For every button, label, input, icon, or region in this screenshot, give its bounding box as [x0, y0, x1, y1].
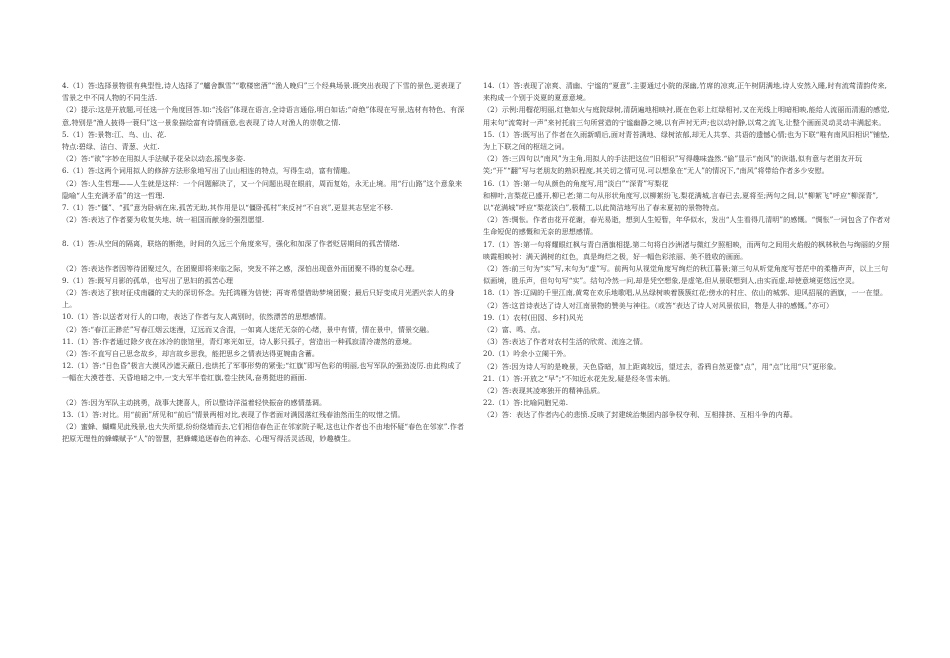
- answer-6-1: 6.（1）答:这两个词用拟人的修辞方法形象地写出了山山相连的特点，写得生动，富有情趣。: [62, 166, 355, 176]
- answer-14-1: 14.（1）答:表现了凉爽、清幽、宁谧的“夏意”.主要通过小院的深幽,竹席的凉爽,正午树阴满地,诗人安然入睡,时有流莺清韵传来,来构成一个别于炎夏的夏意意境。: [483, 81, 887, 103]
- answer-19-1: 19.（1）农村(田园、乡村)风光: [483, 312, 584, 322]
- answer-11-1: 11.（1）答:作者通过除夕夜在冰冷的旅馆里，青灯寒光如豆，诗人影只孤孑，营造出一种孤寂清冷凄然的意境。: [62, 336, 417, 346]
- answer-18-2: （2）答:这首诗表达了诗人对江南景物的赞美与神往。（或答“表达了诗人对风景依旧，物是人非的感慨。”亦可）: [483, 300, 834, 310]
- answer-8-2: （2）答:表达作者因等待团聚过久，在团聚即将来临之际，突发不祥之感，深怕出现意外而团聚不得的复杂心理。: [62, 263, 420, 273]
- answer-7-2: （2）答:表达了作者要为收复失地、统一祖国而献身的强烈愿望.: [62, 215, 265, 225]
- answer-13-2: （2）蜜蜂、蝴蝶见此残景,也大失所望,纷纷绕墙而去,它们相信春色正在邻家院子呢,这也让作者也不由地怀疑“春色在邻家”.作者把原无理性的蜂蝶赋予“人”的智慧，把蜂蝶追逐春色的神态、心理写得活灵活现，妙趣横生。: [62, 422, 465, 444]
- answer-19-2: （2）富、鸣、点。: [483, 325, 545, 335]
- answer-12-1: 12.（1）答:“日色昏”极言大漠风沙遮天蔽日,也烘托了军事形势的紧张;“红旗”即写色彩的明丽,也写军队的强劲凌厉.由此构成了一幅在大漠苍苍、天昏地暗之中,一支大军半卷红旗,卷尘挟风,奋勇挺进的画面.: [62, 361, 462, 383]
- answer-17-1: 17.（1）答:第一句将耀眼红枫与青白酒旗相提,第二句将白沙洲渚与微红夕照相映，而两句之间用火焰般的枫林秋色与绚丽的夕照映霞相映衬：满天满树的红色，真是绚烂之极，好一幅色彩浓丽、美不胜收的画面。: [483, 239, 890, 261]
- answer-16-1: 16.（1）答:第一句从颜色的角度写,用“淡白”“深青”写梨花: [483, 178, 669, 188]
- answer-16-1-cont: 和柳叶,言梨花已盛开,柳已老;第二句从形状角度写,以柳絮纷飞,梨花满城,言春已去,夏将至;两句之间,以“柳絮飞”呼应“柳深青”,以“花满城”呼应“梨花淡白”,极精工,以此简洁地写出了春末夏初的景物特点。: [483, 190, 879, 213]
- answer-21-1: 21.（1）答:开放之“早”;“不知近水花先发,疑是经冬雪未销。: [483, 373, 675, 383]
- answer-20-1: 20.（1）吟余小立阑干外。: [483, 349, 571, 359]
- answer-5-2: （2）答:“欲”字妙在用拟人手法赋予花朵以动态,摇曳多姿.: [62, 154, 246, 164]
- answer-6-2: （2）答:人生哲理——人生就是这样：一个问题解决了，又一个问题出现在眼前，周而复始，永无止境。用“行山路”这个意象来隐喻“人生充满矛盾”的这一哲理.: [62, 178, 463, 200]
- answer-22-2: （2）答：表达了作者内心的悲愤.反映了封建统治集团内部争权夺利、互相排挤、互相斗争的内幕。: [483, 410, 798, 420]
- answer-4-2: （2）提示:这是开放题,可任选一个角度回答.如:“浅俗”体现在语言,全诗语言通俗,明白如话;“奇绝”体现在写景,选材有特色、有深意,特别是“渔人披得一蓑归”这一景象描绘富有诗情画意,也表现了诗人对渔人的崇敬之情.: [62, 105, 465, 127]
- answer-17-2: （2）答:前三句为“实”写,末句为“虚”写。前两句从视觉角度写绚烂的秋江暮景;第三句从听觉角度写苍茫中的柔橹声声，以上三句似画境，胜乐声，但句句写“实”。结句冷然一问,却是凭空想象,是虚笔,但从景联想到人,由实而虚,却使意境更悠远空灵。: [483, 264, 889, 286]
- answer-19-3: （3）答:表达了作者对农村生活的欣赏、流连之情。: [483, 337, 648, 347]
- answer-21-2: （2）答:表现其凌寒独开的精神品质。: [483, 386, 605, 396]
- answer-9-2: （2）答:表达了独对征戍南疆的丈夫的深切怀念。先托鸿雁为信使；再寄希望借助梦境团聚；最后只好变成月光洒兴亲人的身上。: [62, 288, 455, 310]
- answer-20-2: （2）答:因为诗人写的是晚景，天色昏暗，加上距离较远，望过去，香鸦自然更像“点”，用“点”比用“只”更形象。: [483, 361, 841, 371]
- answer-13-1: 13.（1）答:对比。用“前面”所见和“前后”情景两相对比,表现了作者面对满园落红残春油然而生的叹惜之情。: [62, 409, 405, 419]
- answer-10-1: 10.（1）答:以送者对行人的口吻，表达了作者与友人离别时，依然漂苦的思想感情。: [62, 312, 331, 322]
- answer-14-2: （2）示例:用榴花明丽,红艳如火与庭院绿树,清荫遍地相映衬,既在色彩上红绿相衬,又在光线上明暗相映,能给人流丽而清遐的感觉,用末句“流莺时一声”来衬托前三句所营造的宁谧幽静之境,以有声衬无声;也以动衬静,以莺之流飞,让整个画面灵动灵动丰满起来。: [483, 105, 890, 127]
- left-column: [62, 80, 467, 445]
- answer-15-2: （2）答:三四句以“南风”为主角,用拟人的手法把这位“旧相识”写得趣味盎然.“偷”显示“南风”的诙谐,似有意与老朋友开玩笑;“开”“翻”写与老朋友的熟识程度,其关切之情可见.可以想象在“无人”的情况下,“南风”将带给作者多少安慰。: [483, 154, 863, 176]
- answer-8-1: 8.（1）答:从空间的隔离，联络的断绝，时间的久远三个角度来写，强化和加深了作者贬居期间的孤苦情绪.: [62, 239, 400, 249]
- answer-16-2: （2）答:惆怅。作者由花开花谢，春光易逝，想到人生短暂，年华似水，发出“人生看得几清明”的感慨。“惆怅”一词包含了作者对生命短促的感慨和无奈的思想感情。: [483, 215, 891, 237]
- right-column: [483, 80, 893, 422]
- answer-7-1: 7.（1）答:“僵”、“孤”意为卧病在床,孤苦无助,其作用是以“僵卧孤村”来反衬“不自哀”,更显其志坚定不移.: [62, 203, 394, 213]
- answer-5-1-features: 特点:碧绿、洁白、青葱、火红.: [62, 142, 160, 152]
- answer-5-1: 5.（1）答:景物:江、鸟、山、花.: [62, 129, 167, 139]
- answer-9-1: 9.（1）答:既写月影的孤单，也写出了思妇的孤苦心理: [62, 275, 234, 285]
- answer-12-2: （2）答:因为军队主动挑勇，战事大捷喜人，所以整诗洋溢着轻快振奋的感情基调。: [62, 397, 327, 407]
- answer-4-1: 4.（1）答:选择景物很有典型性,诗人选择了“艫舍飘雪”“歌楼密酒”“渔人晚归”三个经典场景.既突出表现了下雪的景色,更表现了雪景之中不同人物的不同生活.: [62, 81, 463, 103]
- answer-11-2: （2）答:不直写自己思念故乡，却言故乡思我，能把思乡之情表达得更婉曲含蓄。: [62, 349, 320, 359]
- answer-10-2: （2）答:“春江正渺茫”写春江烟云迷漫，辽远而又含混，一如离人迷茫无奈的心绪，景中有情，情在景中，情景交融。: [62, 324, 434, 334]
- answer-15-1: 15.（1）答:既写出了作者在久雨新晴后,面对青苔满地、绿树浓郁,却无人共享、共语的遗憾心情;也为下联“唯有南风旧相识”铺垫,为上下联之间的枢纽之词。: [483, 129, 890, 152]
- answer-22-1: 22.（1）答:比喻同胞兄弟.: [483, 398, 569, 408]
- answer-18-1: 18.（1）答:辽阔的千里江南,黄莺在欢乐地歌唱,从丛绿树映着簇簇红花;傍水的村庄、依山的城郭、迎风招展的酒旗，一一在望。: [483, 288, 888, 298]
